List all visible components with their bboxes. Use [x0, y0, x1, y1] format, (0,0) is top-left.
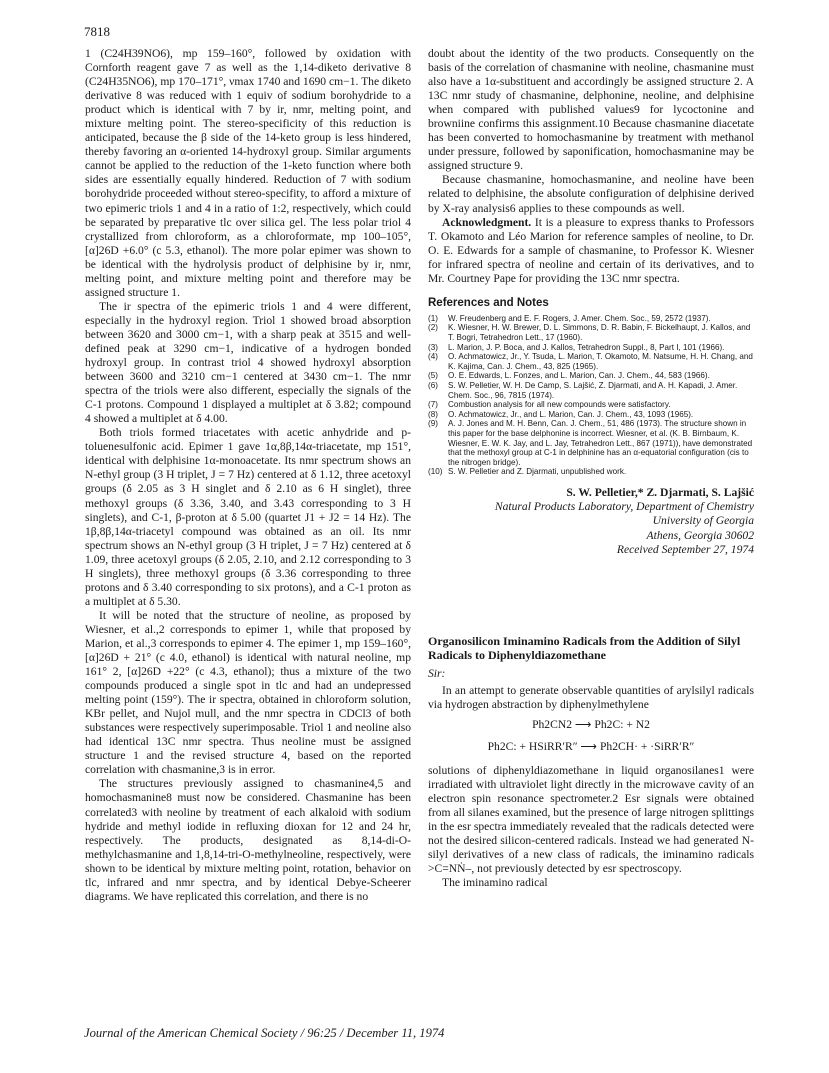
paragraph: doubt about the identity of the two products. Consequently on the basis of the correlation of chasmanine with neoline, chasmanine must also have a 1α-substituent and accordingly be assigned structure 2. A 13C nmr study of chasmanine, delphonine, neoline, and delphisine when compared with published values9 for lycoctonine and browniine confirms this assignment.10 Because chasmanine diacetate has been converted to homochasmanine by treatment with methanol under pressure, followed by saponification, homochasmanine may be assigned structure 9.	[428, 47, 754, 173]
reference-item: (9) A. J. Jones and M. H. Benn, Can. J. Chem., 51, 486 (1973). The structure shown in this paper for the base delphonine is incorrect. Wiesner, et al. (K. B. Birnbaum, K. Wiesner, E. W. K. Jay, and L. Jay, Tetrahedron Lett., 867 (1971)), have demonstrated that the methoxyl group at C-1 in delphinine has an α-equatorial configuration (cis to the nitrogen bridge).	[428, 419, 753, 467]
acknowledgment-label: Acknowledgment.	[442, 215, 532, 229]
received-date: Received September 27, 1974	[616, 543, 754, 557]
paragraph: Because chasmanine, homochasmanine, and neoline have been related to delphisine, the absolute configuration of delphisine derived by X-ray analysis6 applies to these compounds as well.	[428, 173, 754, 215]
reference-item: (6) S. W. Pelletier, W. H. De Camp, S. Lajšić, Z. Djarmati, and A. H. Kapadi, J. Amer. Chem. Soc., 96, 7815 (1974).	[428, 381, 738, 400]
paragraph: Both triols formed triacetates with acetic anhydride and p-toluenesulfonic acid. Epimer 1 gave 1α,8β,14α-triacetate, mp 151°, identical with delphisine 1α-monoacetate. Its nmr spectrum shows an N-ethyl group (3 H triplet, J = 7 Hz) centered at δ 1.12, three acetoxyl groups (δ 2.05 as 3 H singlet and δ 2.10 as 6 H singlet), three methoxyl groups (δ 3.36, 3.40, and 3.43 corresponding to 3 H singlets), and C-1, β-proton at δ 5.00 (quartet J1 + J2 = 14 Hz). The 1β,8β,14α-triacetyl compound was obtained as an oil. Its nmr spectrum shows an N-ethyl group (3 H triplet, J = 7 Hz) centered at δ 1.09, three acetoxyl groups (δ 2.05, 2.10, and 2.12 corresponding to 3 H singlets), three methoxyl groups (δ 3.36 corresponding to three protons and δ 3.40 corresponding to six protons), and a C-1 proton as a multiplet at δ 5.30.	[85, 426, 411, 608]
journal-footer: Journal of the American Chemical Society / 96:25 / December 11, 1974	[84, 1026, 445, 1040]
affiliation-line: Athens, Georgia 30602	[646, 528, 754, 542]
reference-item: (1) W. Freudenberg and E. F. Rogers, J. Amer. Chem. Soc., 59, 2572 (1937).	[428, 313, 711, 323]
reference-item: (3) L. Marion, J. P. Boca, and J. Kallos, Tetrahedron Suppl., 8, Part I, 101 (1966).	[428, 342, 725, 352]
equation: Ph2CN2 ⟶ Ph2C: + N2	[532, 717, 650, 731]
reference-item: (2) K. Wiesner, H. W. Brewer, D. L. Simmons, D. R. Babin, F. Bickelhaupt, J. Kallos, and T. Bogri, Tetrahedron Lett., 17 (1960).	[428, 323, 751, 343]
references-list	[428, 314, 754, 477]
paragraph: It will be noted that the structure of neoline, as proposed by Wiesner, et al.,2 corresponds to epimer 1, while that proposed by Marion, et al.,3 corresponds to epimer 4. The epimer 1, mp 159–160°, [α]26D + 21° (c 4.0, ethanol) is identical with natural neoline, mp 161° 2, [α]26D +22° (c 4.3, ethanol); thus a mixture of the two compounds produced a single spot in tlc and had an undepressed melting point (159°). The ir spectra, obtained in chloroform solution, KBr pellet, and Nujol mull, and the nmr spectra in CDCl3 of both substances were respectively superimposable. Triol 1 and neoline also had identical 13C nmr spectra. Thus neoline must be assigned structure 1 and the revised structure 4, based on the reported correlation with chasmanine,3 is in error.	[85, 608, 411, 777]
reference-item: (5) O. E. Edwards, L. Fonzes, and L. Marion, Can. J. Chem., 44, 583 (1966).	[428, 371, 710, 381]
reference-item: (10) S. W. Pelletier and Z. Djarmati, unpublished work.	[428, 467, 627, 477]
affiliation-line: University of Georgia	[652, 514, 754, 528]
paragraph: 1 (C24H39NO6), mp 159–160°, followed by oxidation with Cornforth reagent gave 7 as well as the 1,14-diketo derivative 8 (C24H35NO6), mp 170–171°, νmax 1740 and 1690 cm−1. The diketo derivative 8 was reduced with 1 equiv of sodium borohydride to a product which is identical with 7 by ir, nmr, melting point, and mixture melting point. The stereo-specificity of this reduction is anticipated, because the β side of the 14-keto group is less hindered, thereby favoring an α-oriented 14-hydroxyl group. Similar arguments cannot be applied to the reduction of the 1-keto function where both sides are essentially equally hindered. Reduction of 7 with sodium borohydride proceeded without stereo-specifity, to afford a mixture of two epimeric triols 1 and 4 in a ratio of 1:2, respectively, which could be separated by preparative tlc over silica gel. The less polar triol 4 crystallized from chloroform, as a chloroformate, mp 100–105°, [α]26D +6.0° (c 5.3, ethanol). The more polar epimer was shown to be identical with the hydrolysis product of delphisine by ir, nmr, melting point, and mixture melting point and therefore may be assigned structure 1.	[85, 47, 411, 299]
acknowledgment-text: It is a pleasure to express thanks to Professors T. Okamoto and Léo Marion for reference samples of neoline, to Dr. O. E. Edwards for a sample of chasmanine, to Professor K. Wiesner for infrared spectra of neoline and certain of its derivatives, and to Mr. Courtney Pape for providing the 13C nmr spectra.	[428, 215, 754, 285]
right-column	[428, 47, 754, 890]
paragraph: The iminamino radical	[442, 876, 548, 890]
salutation: Sir:	[428, 666, 446, 680]
reference-item: (4) O. Achmatowicz, Jr., Y. Tsuda, L. Marion, T. Okamoto, M. Natsume, H. H. Chang, and K. Kajima, Can. J. Chem., 43, 825 (1965).	[428, 352, 753, 371]
reference-item: (8) O. Achmatowicz, Jr., and L. Marion, Can. J. Chem., 43, 1093 (1965).	[428, 409, 694, 419]
paragraph: The ir spectra of the epimeric triols 1 and 4 were different, especially in the hydroxyl region. Triol 1 showed broad absorption between 3620 and 3000 cm−1, with a sharp peak at 3515 and well-defined peak at 3290 cm−1, indicative of a hydrogen bonded hydroxyl group. In contrast triol 4 showed hydroxyl absorption between 3600 and 3210 cm−1 centered at 3430 cm−1. The nmr spectra of the triols were also different, especially the signals of the C-1 protons. Compound 1 displayed a multiplet at δ 3.82; compound 4 showed a multiplet at δ 4.00.	[85, 299, 411, 426]
paragraph: The structures previously assigned to chasmanine4,5 and homochasmanine8 must now be considered. Chasmanine has been correlated3 with neoline by treatment of each alkaloid with sodium hydride and methyl iodide in refluxing dioxan for 12 and 24 hr, respectively. The products, designated as 8,14-di-O-methylchasmanine and 1,8,14-tri-O-methylneoline, respectively, were shown to be identical by mixture melting point, rotation, behavior on tlc, infrared and nmr spectra, and by identical Debye-Scheerer diagrams. We have replicated this correlation, and there is no	[85, 777, 411, 903]
paragraph: In an attempt to generate observable quantities of arylsilyl radicals via hydrogen abstraction by diphenylmethylene	[428, 683, 754, 711]
article-title: Organosilicon Iminamino Radicals from the Addition of Silyl Radicals to Diphenyldiazomethane	[428, 633, 741, 663]
reference-item: (7) Combustion analysis for all new compounds were satisfactory.	[428, 400, 671, 410]
equation: Ph2C: + HSiRR′R″ ⟶ Ph2CH· + ·SiRR′R″	[487, 739, 695, 753]
authors: S. W. Pelletier,* Z. Djarmati, S. Lajšić	[566, 485, 754, 499]
paragraph: solutions of diphenyldiazomethane in liquid organosilanes1 were irradiated with ultraviolet light directly in the microwave cavity of an electron spin resonance spectrometer.2 Esr signals were obtained from all silanes examined, but the presence of large nitrogen splittings in the esr spectra immediately revealed that the radicals detected were not the desired silicon-centered radicals. Instead we had generated N-silyl derivatives of a new class of radicals, the iminamino radicals >C=NṄ–, not previously detected by esr spectroscopy.	[428, 764, 754, 876]
affiliation-line: Natural Products Laboratory, Department of Chemistry	[494, 499, 754, 513]
references-heading: References and Notes	[428, 296, 549, 309]
left-column	[85, 47, 411, 904]
page-number: 7818	[84, 24, 110, 39]
acknowledgment	[428, 216, 754, 286]
